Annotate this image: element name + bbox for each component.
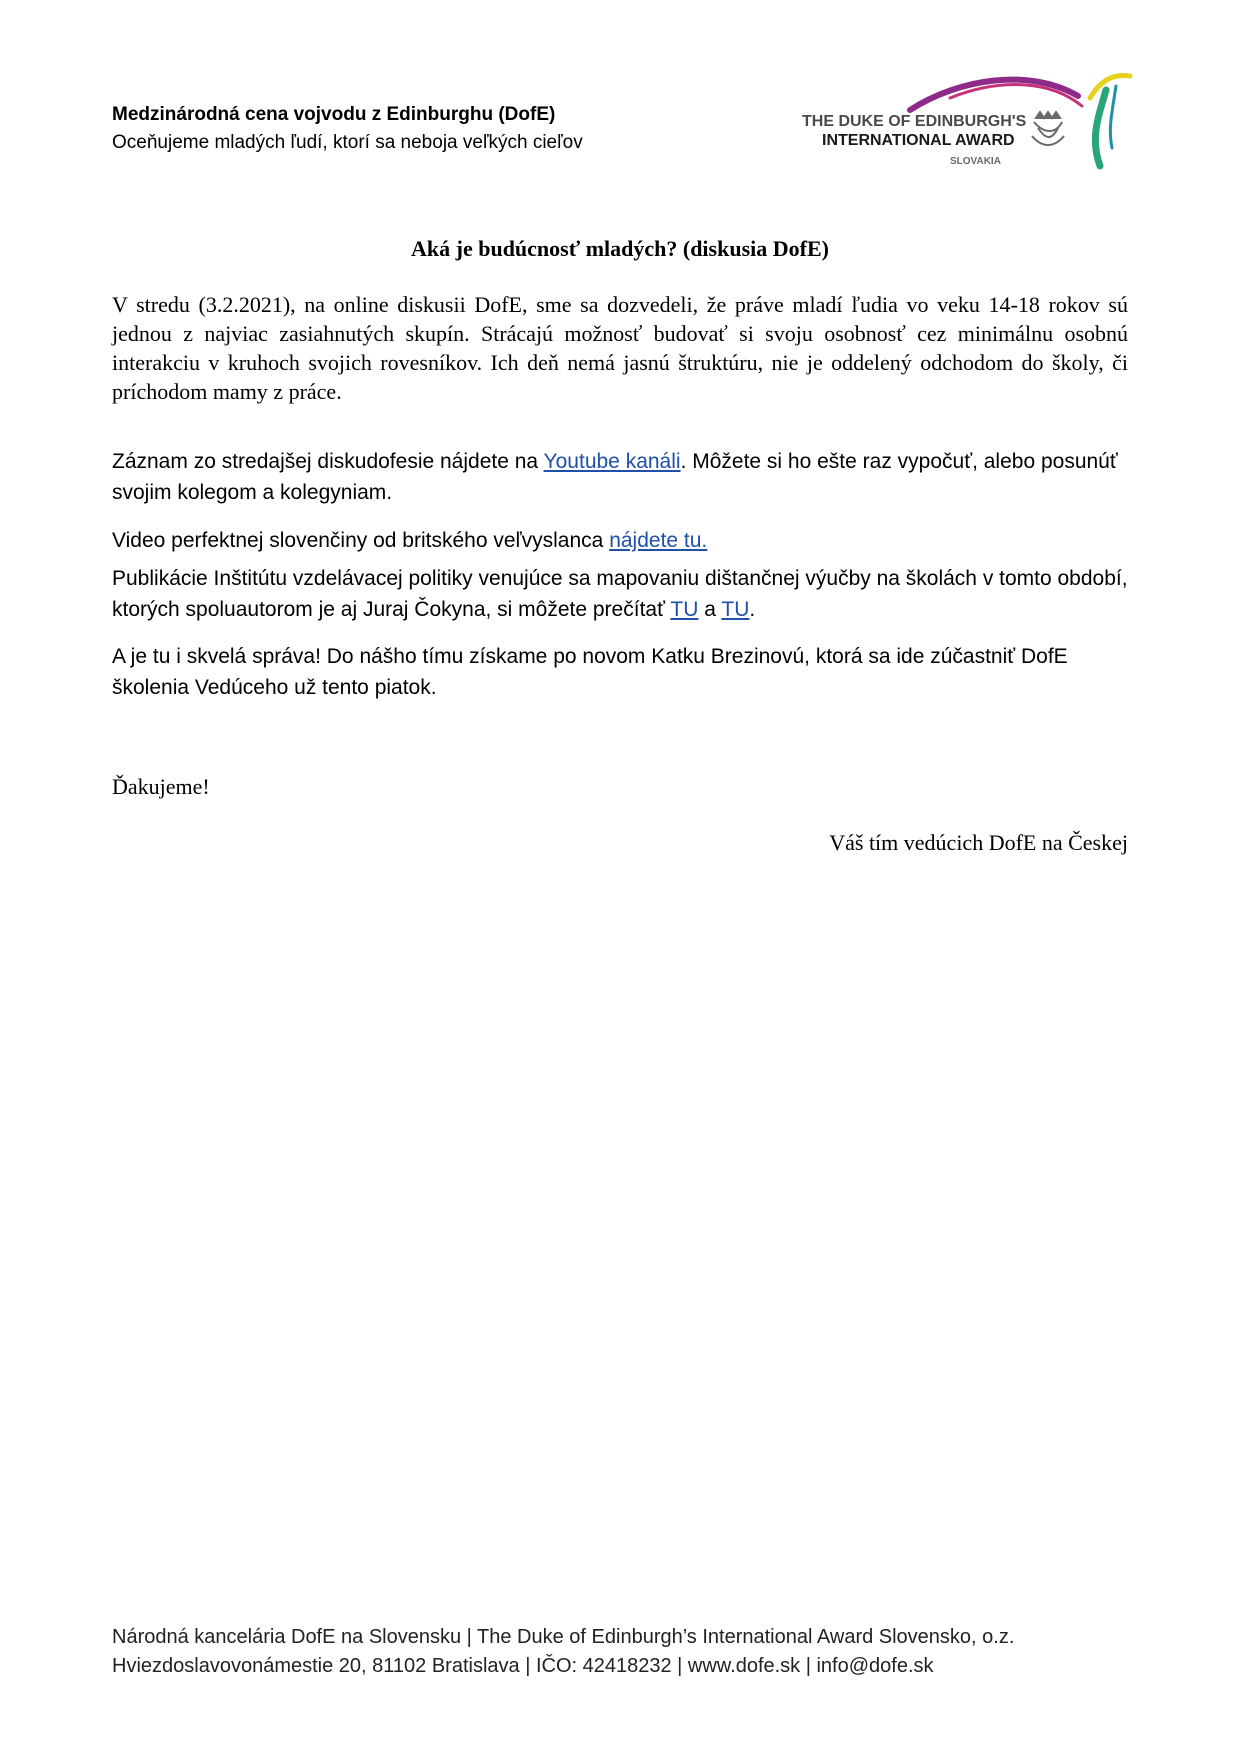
publications-text-middle: a <box>698 598 722 621</box>
logo-line3: SLOVAKIA <box>950 156 1001 167</box>
publication-link-2[interactable]: TU <box>721 598 750 621</box>
video-paragraph <box>112 525 1132 556</box>
signature: Váš tím vedúcich DofE na Českej <box>829 830 1128 855</box>
youtube-text-before: Záznam zo stredajšej diskudofesie nájdete na <box>112 450 544 473</box>
publications-paragraph <box>112 563 1132 625</box>
intro-paragraph: V stredu (3.2.2021), na online diskusii DofE, sme sa dozvedeli, že práve mladí ľudia vo veku 14-18 rokov sú jednou z najviac zasiahnutých skupín. Strácajú možnosť budovať si svoju osobnosť cez minimálnu osobnú interakciu v kruhoch svojich rovesníkov. Ich deň nemá jasnú štruktúru, nie je oddelený odchodom do školy, či príchodom mamy z práce. <box>112 292 1128 404</box>
video-text-before: Video perfektnej slovenčiny od britského veľvyslanca <box>112 529 610 552</box>
publication-link-1[interactable]: TU <box>670 598 699 621</box>
logo-line1: THE DUKE OF EDINBURGH'S <box>802 113 1027 130</box>
logo-line2: INTERNATIONAL AWARD <box>822 132 1015 149</box>
organization-tagline: Oceňujeme mladých ľudí, ktorí sa neboja veľkých cieľov <box>112 132 583 153</box>
news-paragraph: A je tu i skvelá správa! Do nášho tímu získame po novom Katku Brezinovú, ktorá sa ide zúčastniť DofE školenia Vedúceho už tento piatok. <box>112 645 1068 699</box>
organization-name: Medzinárodná cena vojvodu z Edinburghu (DofE) <box>112 104 556 125</box>
video-link[interactable]: nájdete tu. <box>609 529 708 552</box>
youtube-channel-link[interactable]: Youtube kanáli <box>543 450 681 473</box>
publications-text-before: Publikácie Inštitútu vzdelávacej politiky venujúce sa mapovaniu dištančnej výučby na školách v tomto období, ktorých spoluautorom je aj Juraj Čokyna, si môžete prečítať <box>112 567 1128 621</box>
youtube-text-after: . Môžete si ho ešte raz vypočuť, alebo posunúť svojim kolegom a kolegyniam. <box>112 450 1118 504</box>
footer-office-line: Národná kancelária DofE na Slovensku | The Duke of Edinburgh’s International Award Slovensko, o.z. <box>112 1626 1015 1648</box>
dofe-logo-graphic <box>800 68 1140 178</box>
dofe-logo <box>800 68 1140 178</box>
publications-text-after: . <box>749 598 756 621</box>
footer-address-line: Hviezdoslavovonámestie 20, 81102 Bratislava | IČO: 42418232 | www.dofe.sk | info@dofe.sk <box>112 1655 934 1677</box>
article-title: Aká je budúcnosť mladých? (diskusia DofE) <box>411 236 829 261</box>
youtube-paragraph <box>112 446 1132 508</box>
thanks-line: Ďakujeme! <box>112 774 210 799</box>
